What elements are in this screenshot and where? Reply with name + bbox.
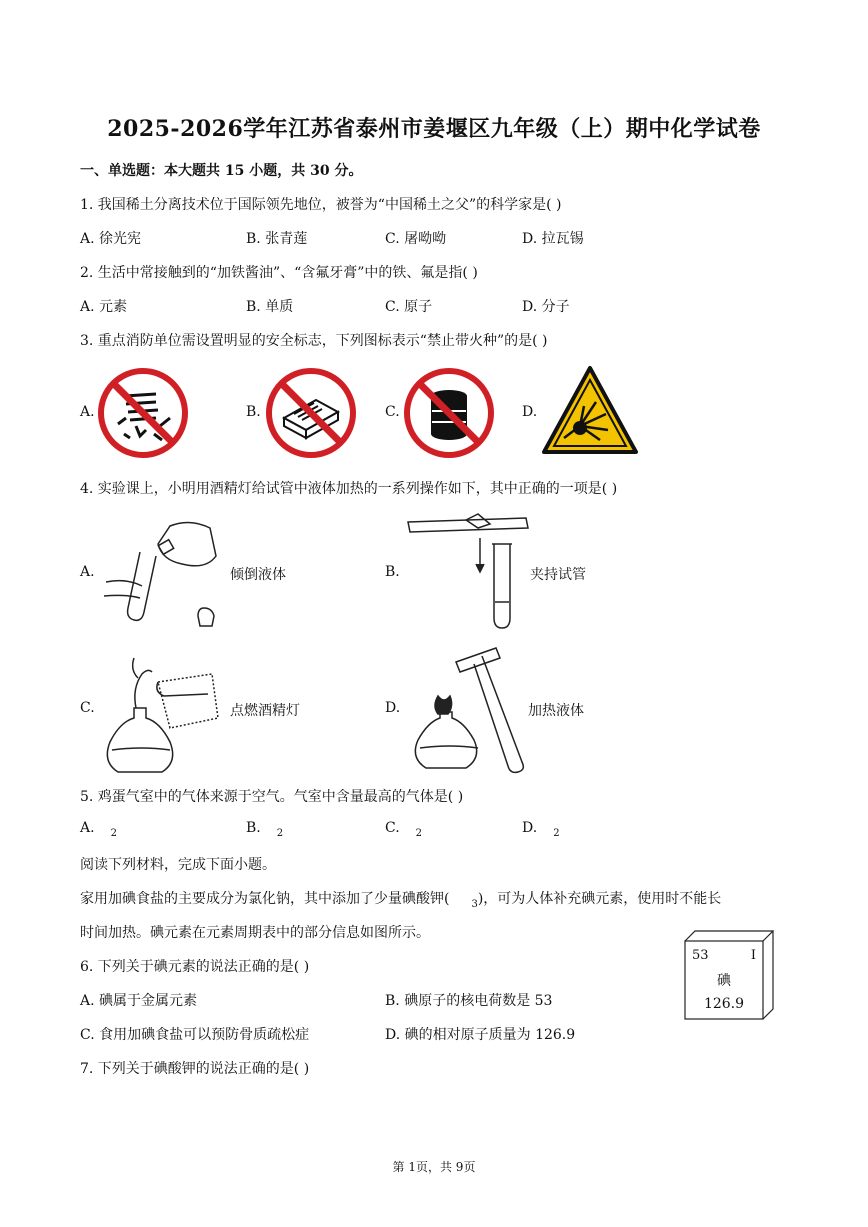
question-5-stem: 5. 鸡蛋气室中的气体来源于空气。气室中含量最高的气体是( ) — [80, 789, 464, 805]
material-paragraph-line-1 — [80, 888, 721, 910]
page-title: 2025-2026学年江苏省泰州市姜堰区九年级（上）期中化学试卷 — [107, 116, 761, 142]
question-3-stem: 3. 重点消防单位需设置明显的安全标志，下列图标表示“禁止带火种”的是( ) — [80, 333, 548, 349]
q2-option-d[interactable]: D. 分子 — [522, 299, 570, 315]
q1-option-a[interactable]: A. 徐光宪 — [80, 231, 142, 247]
material-subscript: 3 — [471, 899, 478, 910]
q4-option-c[interactable]: C. — [80, 700, 95, 716]
q4-d-caption: 加热液体 — [528, 703, 584, 719]
material-text-1: 家用加碘食盐的主要成分为氯化钠，其中添加了少量碘酸钾( — [80, 891, 450, 907]
q4-option-d[interactable]: D. — [385, 700, 401, 716]
q1-option-d[interactable]: D. 拉瓦锡 — [522, 231, 584, 247]
heating-liquid-icon — [404, 644, 528, 774]
q3-option-d[interactable]: D. — [522, 404, 538, 420]
pouring-liquid-icon — [96, 512, 228, 632]
q1-option-b[interactable]: B. 张青莲 — [246, 231, 308, 247]
no-matches-sign-icon — [264, 366, 358, 460]
q3-option-b[interactable]: B. — [246, 404, 261, 420]
q5-option-d-subscript: 2 — [553, 828, 560, 839]
question-4-stem: 4. 实验课上，小明用酒精灯给试管中液体加热的一系列操作如下，其中正确的一项是( ) — [80, 481, 618, 497]
q4-option-b[interactable]: B. — [385, 564, 400, 580]
q6-option-b[interactable]: B. 碘原子的核电荷数是 53 — [385, 993, 553, 1009]
q5-option-a-label: A. — [80, 820, 95, 836]
atomic-number: 53 — [692, 948, 709, 963]
q5-option-c-label: C. — [385, 820, 400, 836]
element-symbol: I — [750, 948, 756, 963]
question-1-stem: 1. 我国稀土分离技术位于国际领先地位，被誉为“中国稀土之父”的科学家是( ) — [80, 197, 562, 213]
q4-option-a[interactable]: A. — [80, 564, 95, 580]
q3-option-a[interactable]: A. — [80, 404, 95, 420]
question-2-stem: 2. 生活中常接触到的“加铁酱油”、“含氟牙膏”中的铁、氟是指( ) — [80, 265, 478, 281]
q5-option-b[interactable] — [246, 820, 283, 839]
q5-option-c[interactable] — [385, 820, 422, 839]
q5-option-b-subscript: 2 — [276, 828, 284, 839]
question-6-stem: 6. 下列关于碘元素的说法正确的是( ) — [80, 959, 310, 975]
q4-c-caption: 点燃酒精灯 — [230, 703, 300, 719]
q2-option-c[interactable]: C. 原子 — [385, 299, 433, 315]
question-7-stem: 7. 下列关于碘酸钾的说法正确的是( ) — [80, 1061, 310, 1077]
lighting-alcohol-lamp-icon — [98, 646, 230, 776]
section-heading: 一、单选题：本大题共 15 小题，共 30 分。 — [80, 163, 363, 179]
material-text-2: )，可为人体补充碘元素，使用时不能长 — [477, 891, 722, 907]
q5-option-a-subscript: 2 — [110, 828, 117, 839]
q5-option-d[interactable] — [522, 820, 560, 839]
element-name: 碘 — [717, 973, 731, 989]
atomic-mass: 126.9 — [703, 996, 745, 1012]
no-firecracker-sign-icon — [96, 366, 190, 460]
no-fuel-barrel-sign-icon — [402, 366, 496, 460]
page-footer: 第 1页，共 9页 — [392, 1160, 476, 1174]
test-tube-holder-icon — [406, 510, 530, 634]
material-paragraph-line-2: 时间加热。碘元素在元素周期表中的部分信息如图所示。 — [80, 925, 430, 941]
q6-option-c[interactable]: C. 食用加碘食盐可以预防骨质疏松症 — [80, 1027, 310, 1043]
explosive-warning-sign-icon — [540, 364, 640, 458]
q1-option-c[interactable]: C. 屠呦呦 — [385, 231, 447, 247]
reading-instruction: 阅读下列材料，完成下面小题。 — [80, 857, 276, 873]
q5-option-b-label: B. — [246, 820, 261, 836]
q5-option-a[interactable] — [80, 820, 117, 839]
q4-a-caption: 倾倒液体 — [230, 567, 286, 583]
q5-option-c-subscript: 2 — [415, 828, 423, 839]
iodine-element-card — [684, 930, 774, 1020]
q6-option-d[interactable]: D. 碘的相对原子质量为 126.9 — [385, 1027, 576, 1043]
q6-option-a[interactable]: A. 碘属于金属元素 — [80, 993, 198, 1009]
q5-option-d-label: D. — [522, 820, 538, 836]
q2-option-a[interactable]: A. 元素 — [80, 299, 128, 315]
q4-b-caption: 夹持试管 — [530, 567, 586, 583]
q2-option-b[interactable]: B. 单质 — [246, 299, 294, 315]
q3-option-c[interactable]: C. — [385, 404, 400, 420]
